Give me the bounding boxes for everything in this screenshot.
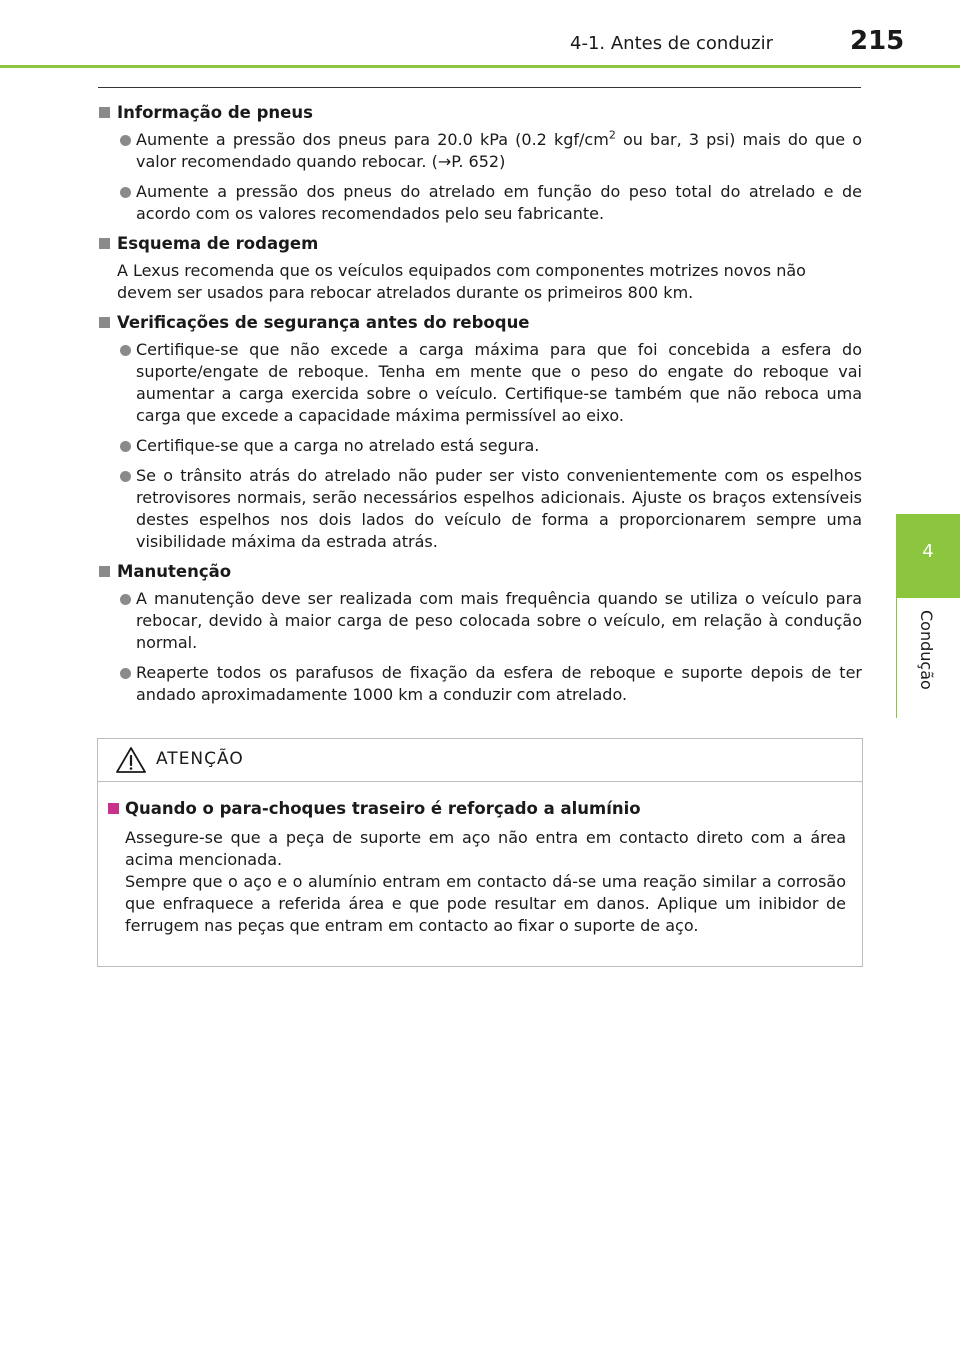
square-bullet-icon: [108, 803, 119, 814]
circle-bullet-icon: [120, 441, 131, 452]
warning-title: ATENÇÃO: [156, 749, 244, 769]
warning-paragraph: Sempre que o aço e o alumínio entram em contacto dá-se uma reação similar a corrosão que enfraquece a referida área e que pode resultar em danos. Aplique um inibidor de ferrugem nas peças que entram em contacto ao fixar o suporte de aço.: [125, 872, 846, 935]
chapter-number: 4: [922, 541, 934, 562]
circle-bullet-icon: [120, 345, 131, 356]
header-rule: [0, 65, 960, 68]
square-bullet-icon: [99, 566, 110, 577]
circle-bullet-icon: [120, 135, 131, 146]
circle-bullet-icon: [120, 594, 131, 605]
circle-bullet-icon: [120, 471, 131, 482]
circle-bullet-icon: [120, 187, 131, 198]
section-heading-safety: Verificações de segurança antes do reboque: [98, 312, 862, 334]
chapter-tab[interactable]: [896, 514, 960, 598]
warning-header: [98, 739, 862, 782]
square-bullet-icon: [99, 238, 110, 249]
list-item: Reaperte todos os parafusos de fixação da esfera de reboque e suporte depois de ter andado aproximadamente 1000 km a conduzir com atrelado.: [98, 662, 862, 706]
list-item: Se o trânsito atrás do atrelado não puder ser visto convenientemente com os espelhos retrovisores normais, serão necessários espelhos adicionais. Ajuste os braços extensíveis destes espelhos nos dois lados do veículo de forma a proporcionarem sempre uma visibilidade máxima da estrada atrás.: [98, 465, 862, 553]
page-number: 215: [850, 26, 905, 56]
list-item: Aumente a pressão dos pneus para 20.0 kPa (0.2 kgf/$cm^2$ ou bar, 3 psi) mais do que o valor recomendado quando rebocar. (→P. 652): [98, 129, 862, 173]
warning-body: [98, 782, 862, 937]
section-heading-maintenance: Manutenção: [98, 561, 862, 583]
section-heading-tires: Informação de pneus: [98, 102, 862, 124]
arrow-icon: →: [437, 152, 452, 171]
warning-heading: Quando o para-choques traseiro é reforçado a alumínio: [108, 798, 846, 820]
page-reference-link[interactable]: P. 652): [451, 152, 506, 171]
warning-paragraph: Assegure-se que a peça de suporte em aço não entra em contacto direto com a área acima mencionada.: [125, 828, 846, 869]
list-item: Certifique-se que a carga no atrelado está segura.: [98, 435, 862, 457]
chapter-tab-line: [896, 598, 897, 718]
content-top-rule: [98, 87, 861, 88]
warning-triangle-icon: [115, 746, 147, 774]
chapter-label: Condução: [917, 610, 936, 690]
square-bullet-icon: [99, 107, 110, 118]
square-bullet-icon: [99, 317, 110, 328]
paragraph: A Lexus recomenda que os veículos equipados com componentes motrizes novos não devem ser usados para rebocar atrelados durante os primeiros 800 km.: [117, 261, 806, 302]
section-title: 4-1. Antes de conduzir: [570, 33, 774, 54]
circle-bullet-icon: [120, 668, 131, 679]
main-content: [98, 96, 862, 714]
warning-box: [97, 738, 863, 967]
list-item: Certifique-se que não excede a carga máxima para que foi concebida a esfera do suporte/engate de reboque. Tenha em mente que o peso do engate do reboque vai aumentar a carga exercida sobre o veículo. Certifique-se também que não reboca uma carga que excede a capacidade máxima permissível ao eixo.: [98, 339, 862, 427]
list-item: A manutenção deve ser realizada com mais frequência quando se utiliza o veículo para rebocar, devido à maior carga de peso colocada sobre o veículo, em relação à condução normal.: [98, 588, 862, 654]
section-heading-breakin: Esquema de rodagem: [98, 233, 862, 255]
list-item: Aumente a pressão dos pneus do atrelado em função do peso total do atrelado e de acordo com os valores recomendados pelo seu fabricante.: [98, 181, 862, 225]
